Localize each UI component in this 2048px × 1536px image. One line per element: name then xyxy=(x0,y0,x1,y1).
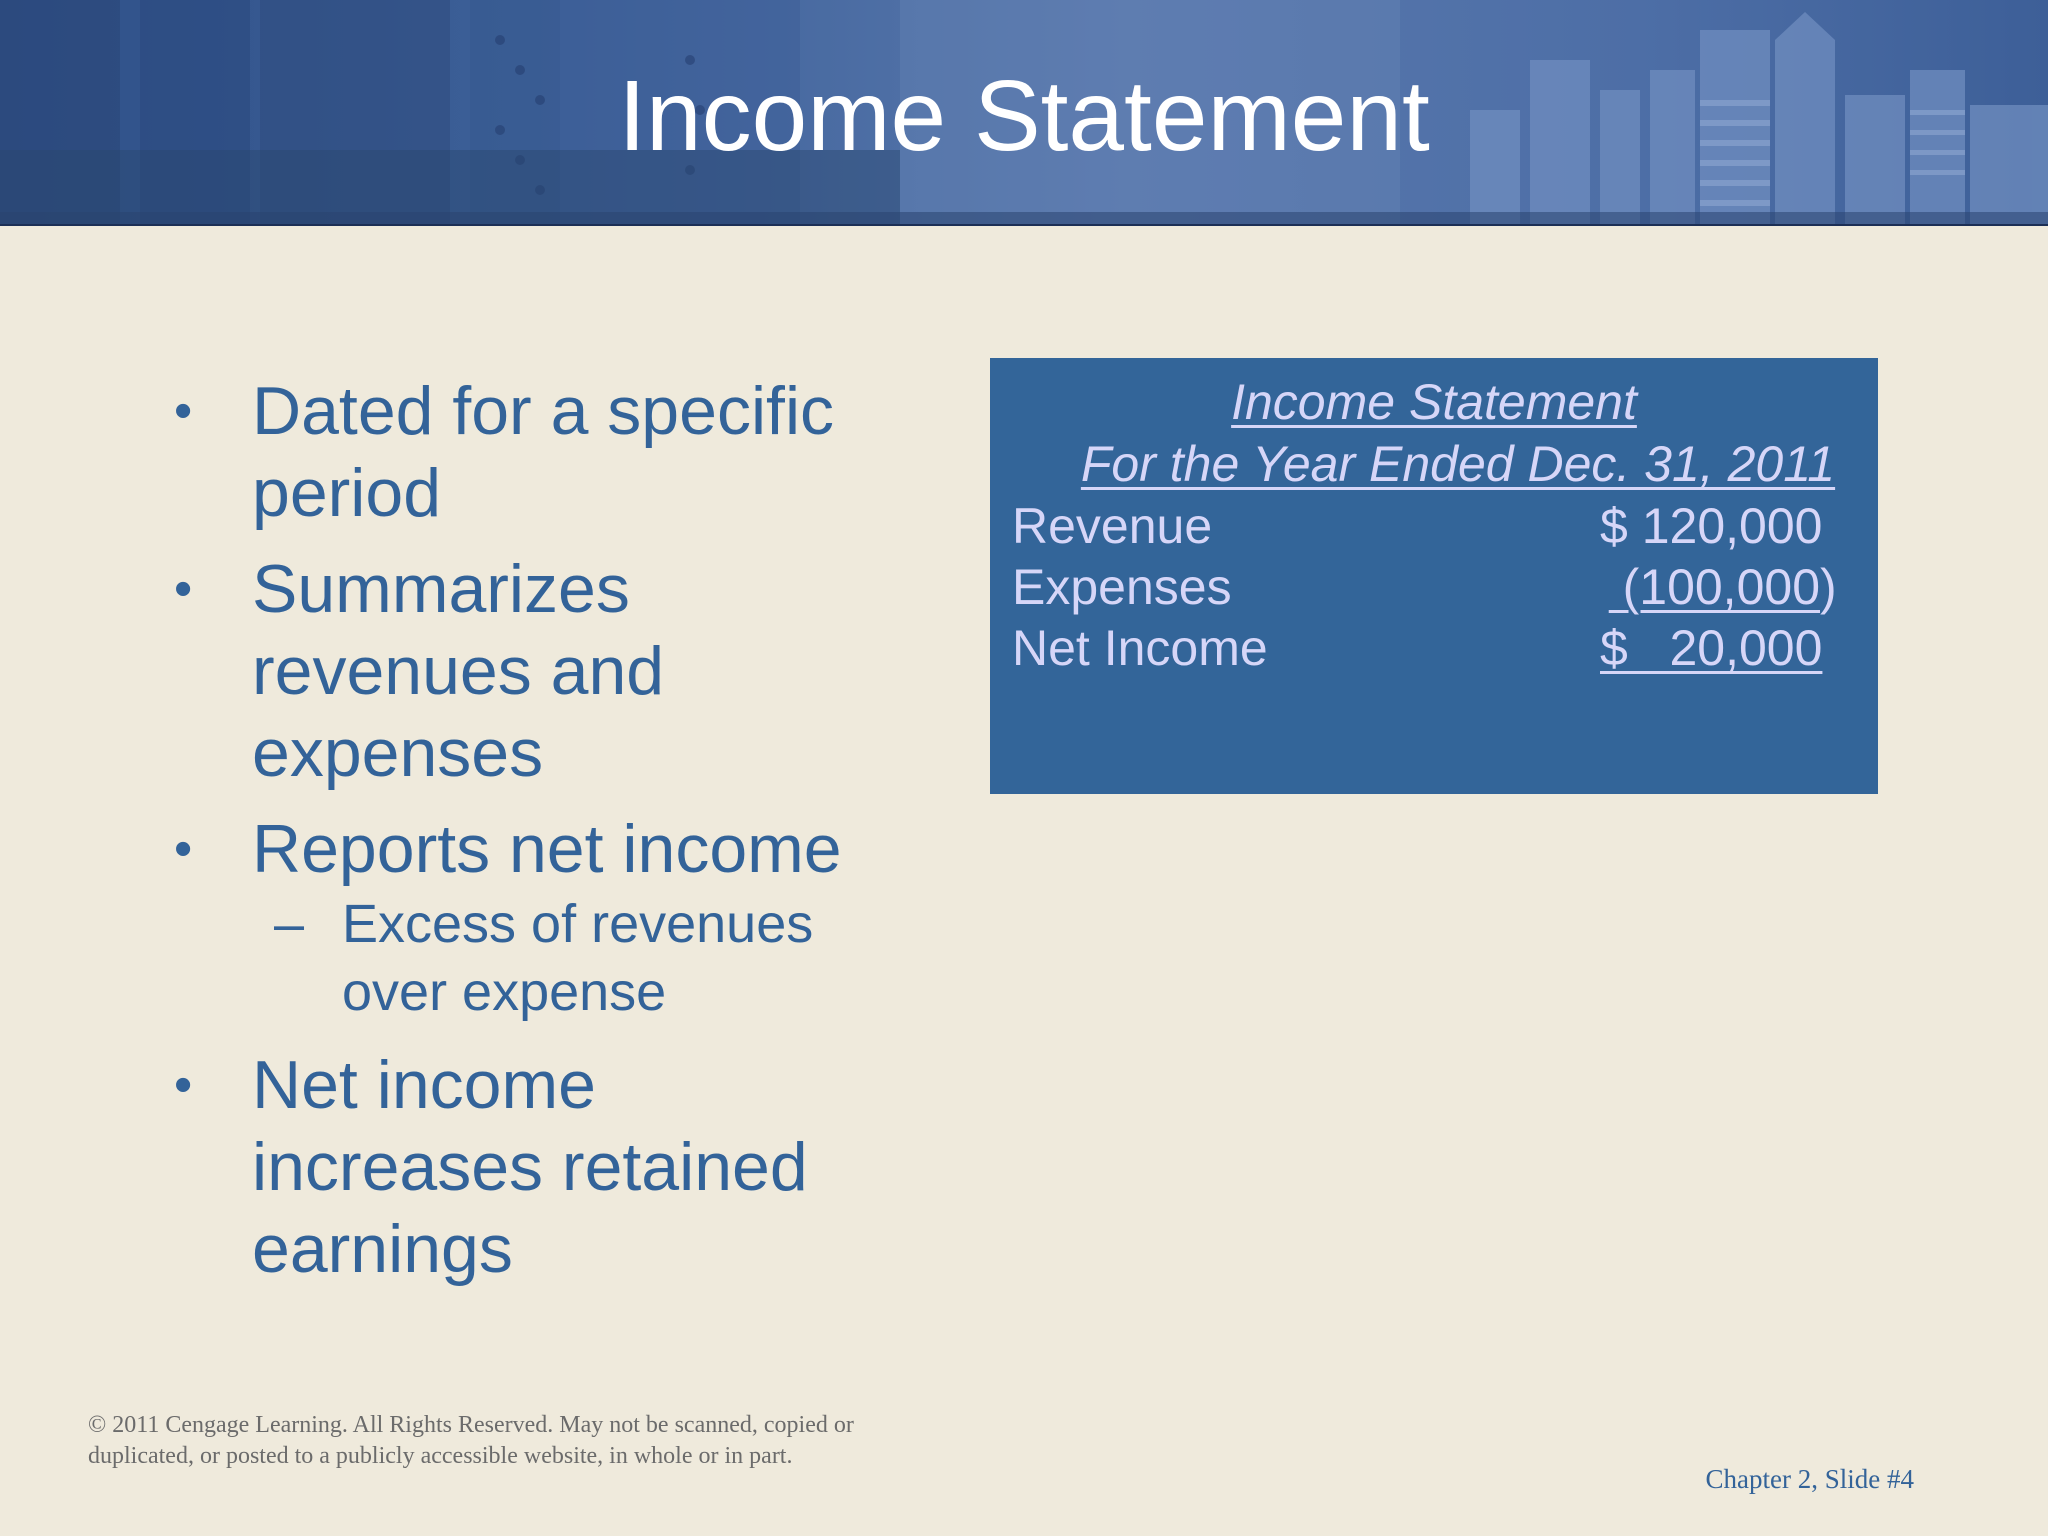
bullet-line: period xyxy=(252,455,442,531)
bullet-line: increases retained xyxy=(252,1129,808,1205)
sub-bullet-line: over expense xyxy=(342,962,667,1022)
bullet-item xyxy=(170,548,890,794)
revenue-label: Revenue xyxy=(1012,498,1213,554)
bullet-marker: • xyxy=(174,560,193,618)
bullet-line: Summarizes xyxy=(252,551,630,627)
bullet-item xyxy=(170,370,890,534)
bullet-marker: • xyxy=(174,820,193,878)
expenses-label: Expenses xyxy=(1012,559,1232,615)
net-income-value: $ 20,000 xyxy=(1600,620,1823,676)
bullet-line: Net income xyxy=(252,1047,596,1123)
bullet-line: Reports net income xyxy=(252,811,842,887)
bullet-marker: • xyxy=(174,1056,193,1114)
net-income-label: Net Income xyxy=(1012,620,1268,676)
bullet-line: expenses xyxy=(252,715,544,791)
statement-period: For the Year Ended Dec. 31, 2011 xyxy=(1080,436,1836,492)
copyright-line: © 2011 Cengage Learning. All Rights Reserved. May not be scanned, copied or xyxy=(88,1412,854,1438)
copyright-notice xyxy=(88,1410,948,1472)
bullet-line: revenues and xyxy=(252,633,665,709)
expenses-value: (100,000 xyxy=(1608,559,1820,615)
header-banner xyxy=(0,0,2048,226)
sub-bullet-marker: – xyxy=(274,894,305,954)
expenses-close-paren: ) xyxy=(1820,559,1837,615)
bullet-item xyxy=(170,1044,890,1290)
statement-title: Income Statement xyxy=(1231,374,1637,430)
income-statement-box xyxy=(990,358,1878,794)
bullet-item xyxy=(170,808,890,890)
bullet-line: earnings xyxy=(252,1211,513,1287)
slide-number: Chapter 2, Slide #4 xyxy=(1705,1464,1914,1494)
bullet-list xyxy=(170,370,890,1304)
sub-bullet-line: Excess of revenues xyxy=(342,894,814,954)
slide-title: Income Statement xyxy=(618,60,1430,172)
copyright-line: duplicated, or posted to a publicly accessible website, in whole or in part. xyxy=(88,1443,793,1469)
bullet-line: Dated for a specific xyxy=(252,373,835,449)
sub-bullet-item xyxy=(170,890,890,1026)
revenue-value: $ 120,000 xyxy=(1600,498,1823,554)
bullet-marker: • xyxy=(174,382,193,440)
